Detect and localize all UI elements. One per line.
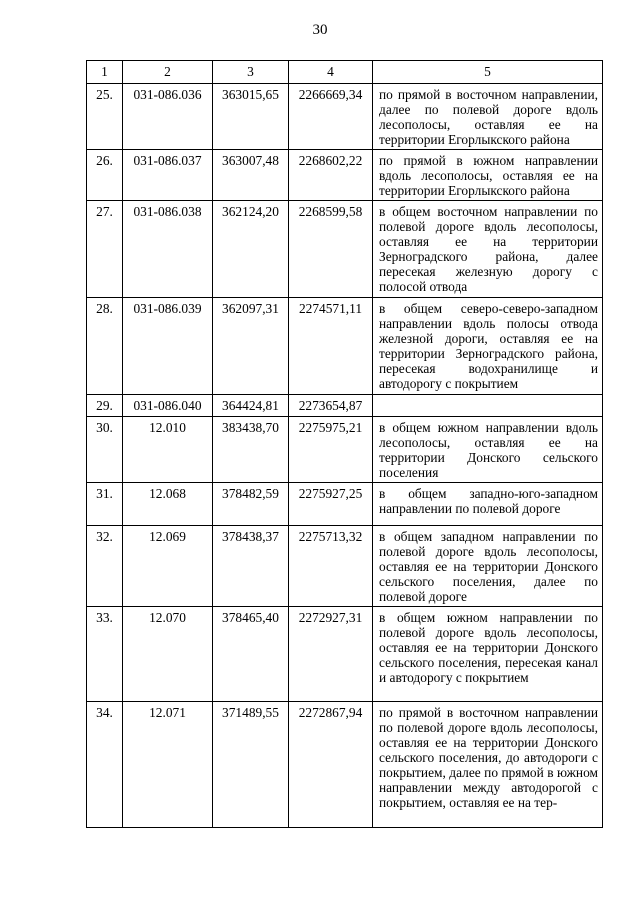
table-header-row (87, 61, 603, 84)
point-code: 031-086.040 (123, 395, 213, 417)
row-number: 29. (87, 395, 123, 417)
coordinate-y: 2272927,31 (289, 607, 373, 702)
route-description: по прямой в восточном направлении, далее по полевой дороге вдоль лесополосы, оставляя ее на территории Егорлыкского района (373, 84, 603, 150)
page-number: 30 (312, 22, 328, 38)
coordinate-y: 2275975,21 (289, 417, 373, 483)
row-number: 26. (87, 150, 123, 201)
header-col-4: 4 (289, 61, 373, 84)
route-description: в общем южном направлении вдоль лесополосы, оставляя ее на территории Донского сельского поселения (373, 417, 603, 483)
coordinate-x: 371489,55 (213, 702, 289, 828)
route-description: в общем южном направлении по полевой дороге вдоль лесополосы, оставляя ее на территории Донского сельского поселения, пересекая канал и автодорогу с покрытием (373, 607, 603, 702)
point-code: 031-086.039 (123, 298, 213, 395)
coordinate-x: 378438,37 (213, 526, 289, 607)
table-row (87, 150, 603, 201)
row-number: 27. (87, 201, 123, 298)
coordinate-y: 2272867,94 (289, 702, 373, 828)
coordinate-x: 383438,70 (213, 417, 289, 483)
point-code: 031-086.038 (123, 201, 213, 298)
header-col-5: 5 (373, 61, 603, 84)
row-number: 31. (87, 483, 123, 526)
row-number: 25. (87, 84, 123, 150)
table-row (87, 201, 603, 298)
route-description (373, 395, 603, 417)
point-code: 12.070 (123, 607, 213, 702)
point-code: 12.071 (123, 702, 213, 828)
coordinate-y: 2268599,58 (289, 201, 373, 298)
coordinate-x: 363007,48 (213, 150, 289, 201)
row-number: 32. (87, 526, 123, 607)
row-number: 34. (87, 702, 123, 828)
table-row (87, 483, 603, 526)
table-row (87, 395, 603, 417)
coordinate-x: 378465,40 (213, 607, 289, 702)
boundary-points-table (86, 60, 603, 828)
table-row (87, 702, 603, 828)
header-col-2: 2 (123, 61, 213, 84)
coordinate-y: 2275927,25 (289, 483, 373, 526)
coordinate-y: 2274571,11 (289, 298, 373, 395)
coordinate-x: 362124,20 (213, 201, 289, 298)
route-description: в общем западно-юго-западном направлении по полевой дороге (373, 483, 603, 526)
coordinate-x: 362097,31 (213, 298, 289, 395)
coordinate-x: 364424,81 (213, 395, 289, 417)
point-code: 031-086.036 (123, 84, 213, 150)
row-number: 30. (87, 417, 123, 483)
coordinate-y: 2268602,22 (289, 150, 373, 201)
coordinate-y: 2273654,87 (289, 395, 373, 417)
point-code: 031-086.037 (123, 150, 213, 201)
coordinate-y: 2275713,32 (289, 526, 373, 607)
point-code: 12.010 (123, 417, 213, 483)
row-number: 33. (87, 607, 123, 702)
route-description: в общем северо-северо-западном направлении вдоль полосы отвода железной дороги, оставляя ее на территории Зерноградского района, пересекая водохранилище и автодорогу с покрытием (373, 298, 603, 395)
point-code: 12.068 (123, 483, 213, 526)
coordinate-x: 378482,59 (213, 483, 289, 526)
table-row (87, 417, 603, 483)
table-row (87, 84, 603, 150)
table-row (87, 607, 603, 702)
route-description: по прямой в восточном направлении по полевой дороге вдоль лесополосы, оставляя ее на территории Донского сельского поселения, до автодороги с покрытием, далее по прямой в южном направлении между автодорогой с покрытием, оставляя ее на тер- (373, 702, 603, 828)
route-description: по прямой в южном направлении вдоль лесополосы, оставляя ее на территории Егорлыкского района (373, 150, 603, 201)
table-row (87, 526, 603, 607)
route-description: в общем западном направлении по полевой дороге вдоль лесополосы, оставляя ее на территории Донского сельского поселения, далее по полевой дороге (373, 526, 603, 607)
coordinate-y: 2266669,34 (289, 84, 373, 150)
row-number: 28. (87, 298, 123, 395)
table-row (87, 298, 603, 395)
point-code: 12.069 (123, 526, 213, 607)
header-col-3: 3 (213, 61, 289, 84)
route-description: в общем восточном направлении по полевой дороге вдоль лесополосы, оставляя ее на территории Зерноградского района, далее пересекая железную дорогу с полосой отвода (373, 201, 603, 298)
coordinate-x: 363015,65 (213, 84, 289, 150)
header-col-1: 1 (87, 61, 123, 84)
